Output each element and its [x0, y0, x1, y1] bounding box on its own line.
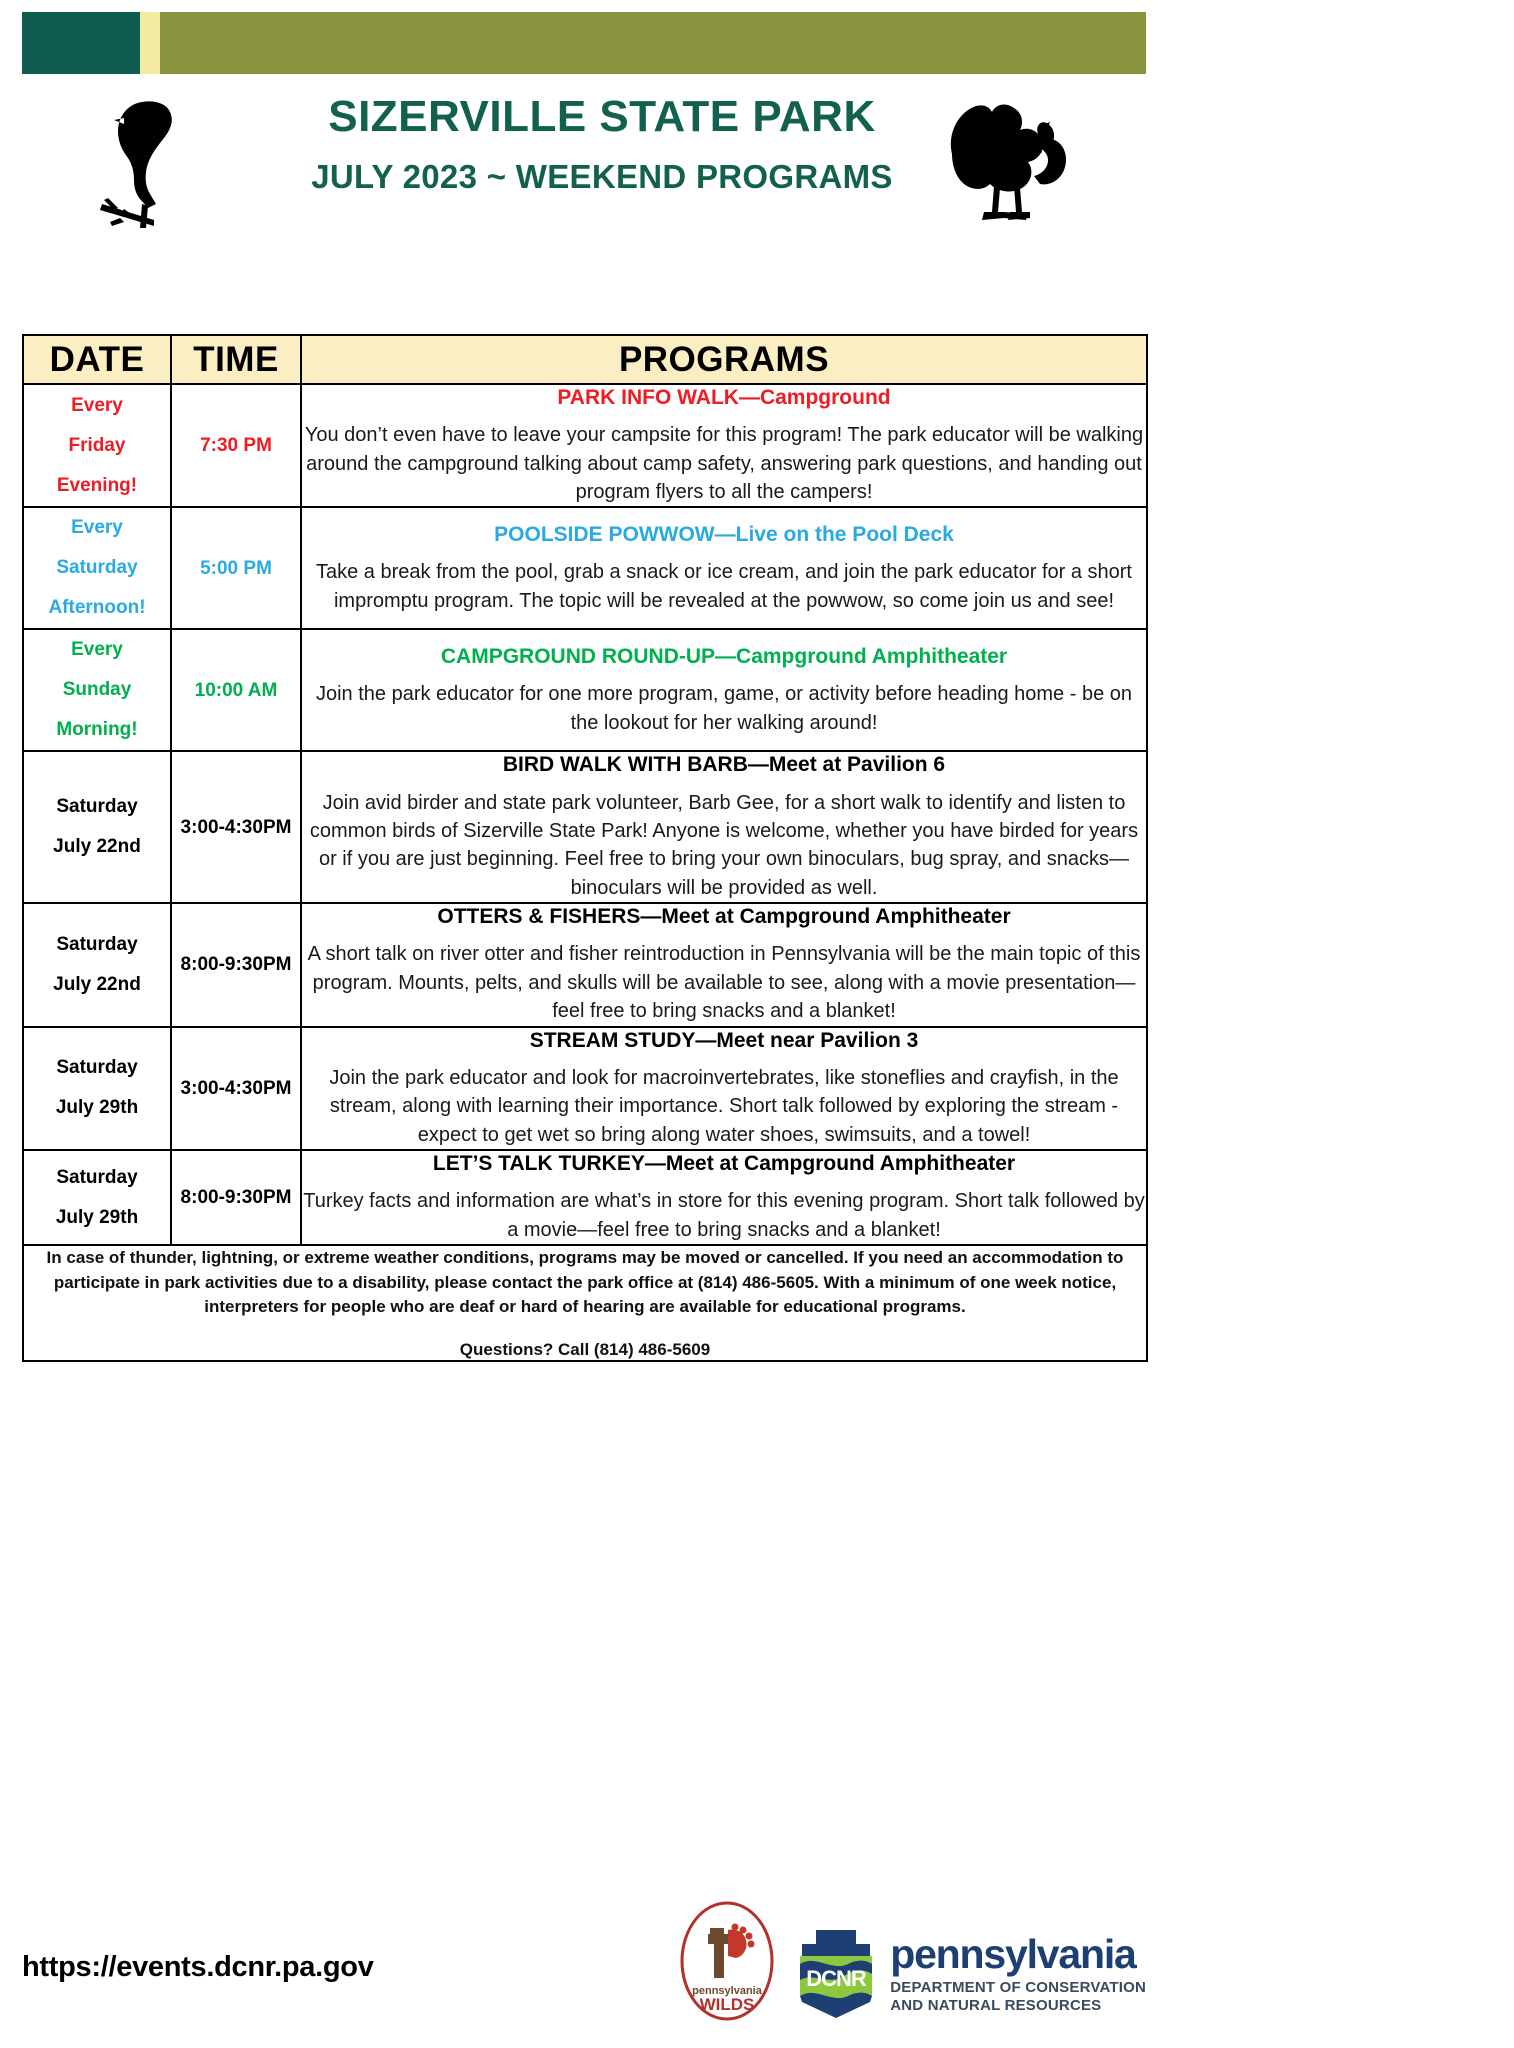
program-details-cell	[301, 751, 1147, 903]
program-title: PARK INFO WALK—Campground	[557, 386, 891, 409]
program-date-cell	[23, 629, 171, 751]
program-time-cell	[171, 751, 301, 903]
program-details-cell	[301, 507, 1147, 629]
questions-phone-line: Questions? Call (814) 486-5609	[459, 1340, 711, 1360]
table-row	[23, 1150, 1147, 1245]
logo-group	[678, 1900, 1146, 2022]
table-row	[23, 751, 1147, 903]
program-time-cell	[171, 903, 301, 1026]
program-date-cell	[23, 1027, 171, 1150]
time-line: 5:00 PM	[200, 557, 272, 579]
program-description: You don’t even have to leave your campsite for this program! The park educator will be walking around the campground talking about camp safety, answering park questions, and handing out program flyers to all the campers!	[304, 424, 1144, 504]
date-line: Saturday	[56, 796, 138, 818]
page-title: SIZERVILLE STATE PARK	[328, 92, 876, 141]
date-line: Every	[71, 639, 123, 661]
header-title-group	[222, 92, 982, 196]
dcnr-logo	[792, 1924, 1146, 2022]
column-header-programs: PROGRAMS	[301, 335, 1147, 384]
program-description: Join avid birder and state park volunteer, Barb Gee, for a short walk to identify and listen to common birds of Sizerville State Park! Anyone is welcome, whether you have birded for years or if you are just beginning. Feel free to bring your own binoculars, bug spray, and snacks—binoculars will be provided as well.	[309, 791, 1139, 899]
program-description: Take a break from the pool, grab a snack or ice cream, and join the park educator for a short impromptu program. The topic will be revealed at the powwow, so come join us and see!	[316, 561, 1132, 612]
table-row	[23, 384, 1147, 507]
program-details-cell	[301, 1150, 1147, 1245]
page-subtitle: JULY 2023 ~ WEEKEND PROGRAMS	[311, 158, 893, 195]
program-time-cell	[171, 629, 301, 751]
program-details-cell	[301, 1027, 1147, 1150]
svg-text:WILDS: WILDS	[699, 1995, 755, 2014]
date-line: Every	[71, 394, 123, 416]
time-line: PM	[262, 816, 292, 838]
program-title: LET’S TALK TURKEY—Meet at Campground Amphitheater	[432, 1152, 1016, 1176]
program-time-cell	[171, 1150, 301, 1245]
time-line: 8:00-9:30	[180, 1187, 263, 1209]
date-line: July 22nd	[53, 836, 141, 858]
date-line: Morning!	[56, 719, 138, 741]
program-description: Turkey facts and information are what’s in store for this evening program. Short talk followed by a movie—feel free to bring snacks and a blanket!	[303, 1190, 1145, 1241]
table-row	[23, 903, 1147, 1026]
program-details-cell	[301, 903, 1147, 1026]
program-time-cell	[171, 507, 301, 629]
program-title: POOLSIDE POWWOW—Live on the Pool Deck	[494, 522, 954, 546]
date-line: July 22nd	[53, 973, 141, 995]
time-line: PM	[262, 954, 292, 976]
pennsylvania-wilds-logo-icon	[678, 1900, 776, 2022]
date-line: Every	[71, 517, 123, 539]
svg-text:pennsylvania: pennsylvania	[692, 1985, 763, 1997]
table-row	[23, 629, 1147, 751]
program-date-cell	[23, 751, 171, 903]
date-line: Saturday	[56, 1057, 138, 1079]
perched-bird-icon	[84, 86, 224, 236]
table-header-row	[23, 335, 1147, 384]
date-line: Saturday	[56, 933, 138, 955]
notice-cell	[23, 1245, 1147, 1361]
time-line: PM	[262, 1077, 292, 1099]
date-line: Sunday	[62, 679, 132, 701]
program-date-cell	[23, 507, 171, 629]
top-bar-olive-segment	[160, 12, 1146, 74]
dcnr-state-name: pennsylvania	[890, 1930, 1136, 1977]
program-schedule-table	[22, 334, 1148, 1362]
flyer-header	[22, 78, 1146, 240]
table-row	[23, 507, 1147, 629]
program-description: A short talk on river otter and fisher reintroduction in Pennsylvania will be the main topic of this program. Mounts, pelts, and skulls will be available to see, along with a movie presentation—feel free to bring snacks and a blanket!	[307, 943, 1141, 1023]
program-title: OTTERS & FISHERS—Meet at Campground Amphitheater	[437, 905, 1011, 929]
time-line: 10:00 AM	[194, 679, 278, 701]
program-date-cell	[23, 1150, 171, 1245]
flyer-footer	[22, 1800, 1146, 2030]
program-description: Join the park educator for one more program, game, or activity before heading home - be on the lookout for her walking around!	[315, 683, 1132, 734]
date-line: July 29th	[55, 1206, 139, 1228]
dcnr-dept-line-1: DEPARTMENT OF CONSERVATION	[890, 1978, 1146, 1996]
dcnr-keystone-icon	[792, 1924, 880, 2022]
date-line: Afternoon!	[48, 597, 146, 619]
date-line: July 29th	[55, 1097, 139, 1119]
program-date-cell	[23, 903, 171, 1026]
date-line: Evening!	[56, 474, 138, 496]
svg-text:DCNR: DCNR	[806, 1966, 867, 1991]
date-line: Saturday	[56, 557, 138, 579]
time-line: PM	[262, 1187, 292, 1209]
top-bar-dark-segment	[22, 12, 140, 74]
dcnr-dept-line-2: AND NATURAL RESOURCES	[890, 1996, 1102, 2014]
program-title: CAMPGROUND ROUND-UP—Campground Amphitheater	[440, 644, 1008, 668]
time-line: 8:00-9:30	[180, 954, 263, 976]
date-line: Friday	[68, 434, 126, 456]
wild-turkey-icon	[934, 80, 1084, 238]
events-website-url[interactable]: https://events.dcnr.pa.gov	[22, 1951, 374, 1983]
top-bar-cream-segment	[140, 12, 160, 74]
column-header-date: DATE	[23, 335, 171, 384]
program-title: STREAM STUDY—Meet near Pavilion 3	[529, 1028, 919, 1052]
notice-row	[23, 1245, 1147, 1361]
decorative-top-bar	[22, 12, 1146, 74]
table-body	[23, 384, 1147, 1245]
date-line: Saturday	[56, 1166, 138, 1188]
time-line: 3:00-4:30	[180, 816, 263, 838]
dcnr-wordmark	[890, 1930, 1146, 2014]
program-details-cell	[301, 629, 1147, 751]
program-description: Join the park educator and look for macroinvertebrates, like stoneflies and crayfish, in the stream, along with learning their importance. Short talk followed by exploring the stream - expect to get wet so bring along water shoes, swimsuits, and a towel!	[329, 1066, 1119, 1146]
time-line: 3:00-4:30	[180, 1077, 263, 1099]
program-details-cell	[301, 384, 1147, 507]
program-time-cell	[171, 1027, 301, 1150]
time-line: 7:30 PM	[200, 435, 272, 457]
program-title: BIRD WALK WITH BARB—Meet at Pavilion 6	[502, 753, 946, 777]
program-date-cell	[23, 384, 171, 507]
program-time-cell	[171, 384, 301, 507]
table-row	[23, 1027, 1147, 1150]
column-header-time: TIME	[171, 335, 301, 384]
weather-accommodation-notice: In case of thunder, lightning, or extreme weather conditions, programs may be moved or cancelled. If you need an accommodation to participate in park activities due to a disability, please contact the park office at (814) 486-5605. With a minimum of one week notice, interpreters for people who are deaf or hard of hearing are available for educational programs.	[46, 1248, 1124, 1317]
